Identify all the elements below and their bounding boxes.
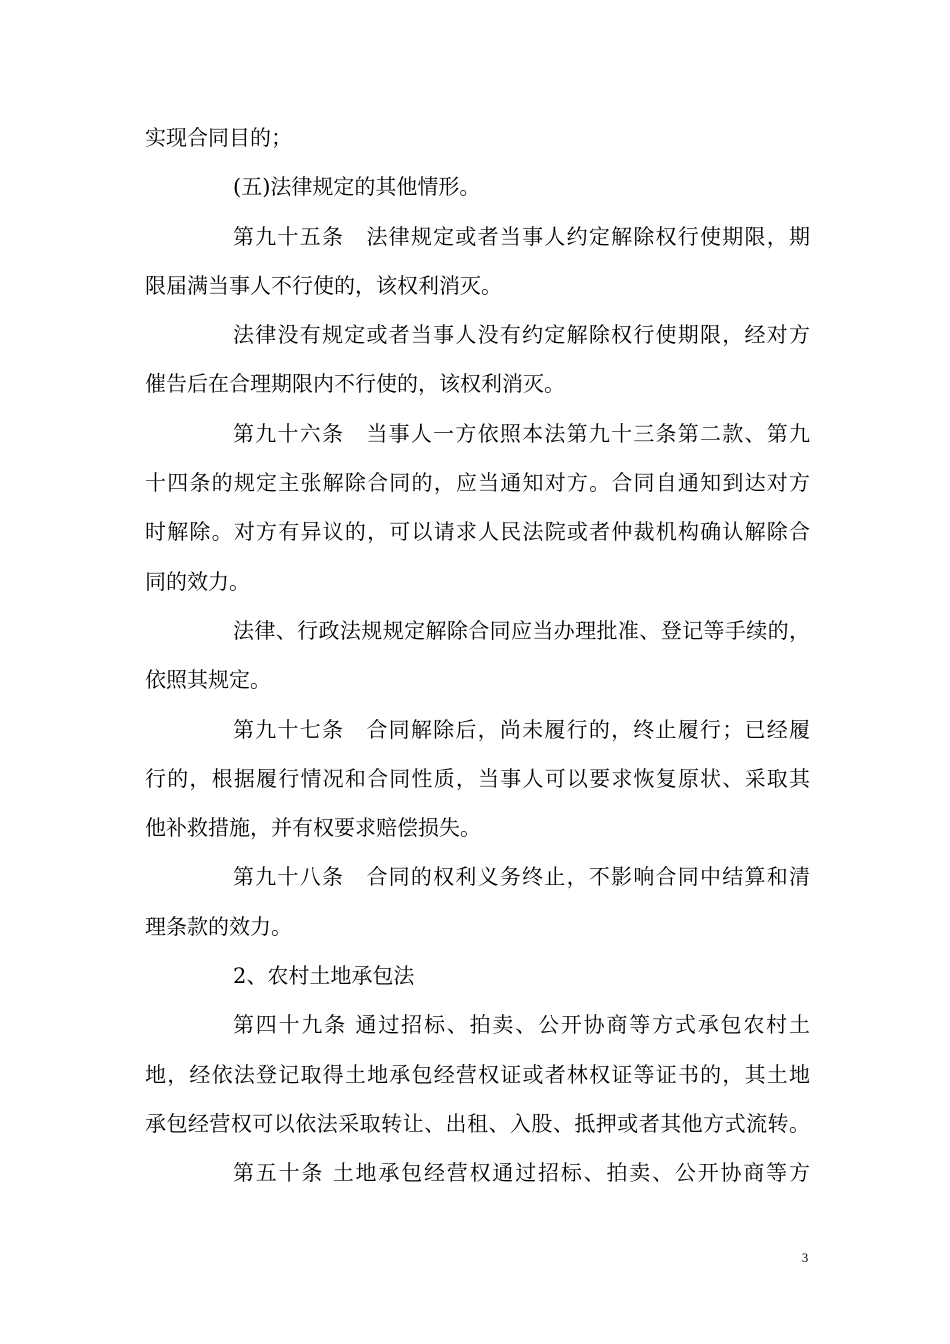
text-line: 第九十六条 当事人一方依照本法第九十三条第二款、第九 — [233, 421, 810, 446]
text-line: 第九十五条 法律规定或者当事人约定解除权行使期限，期 — [233, 224, 810, 249]
text-line: 依照其规定。 — [145, 668, 271, 693]
text-line: 法律没有规定或者当事人没有约定解除权行使期限，经对方 — [233, 323, 810, 348]
text-line: 地，经依法登记取得土地承包经营权证或者林权证等证书的，其土地 — [145, 1062, 810, 1087]
text-line: 第九十七条 合同解除后，尚未履行的，终止履行；已经履 — [233, 717, 810, 742]
text-line: 时解除。对方有异议的，可以请求人民法院或者仲裁机构确认解除合 — [145, 520, 810, 545]
text-line: 催告后在合理期限内不行使的，该权利消灭。 — [145, 372, 565, 397]
text-line: 限届满当事人不行使的，该权利消灭。 — [145, 273, 502, 298]
document-body — [145, 114, 810, 1199]
text-line: 第五十条 土地承包经营权通过招标、拍卖、公开协商等方 — [233, 1161, 810, 1186]
text-line: 行的，根据履行情况和合同性质，当事人可以要求恢复原状、采取其 — [145, 766, 810, 791]
text-line: 承包经营权可以依法采取转让、出租、入股、抵押或者其他方式流转。 — [145, 1111, 810, 1136]
text-line: 2、农村土地承包法 — [233, 964, 415, 989]
text-line: 第四十九条 通过招标、拍卖、公开协商等方式承包农村土 — [233, 1013, 810, 1038]
text-line: 十四条的规定主张解除合同的，应当通知对方。合同自通知到达对方 — [145, 471, 810, 496]
text-line: 实现合同目的； — [145, 126, 292, 150]
page-number: 3 — [801, 1250, 809, 1265]
text-line: 同的效力。 — [145, 569, 250, 594]
text-line: 法律、行政法规规定解除合同应当办理批准、登记等手续的， — [233, 618, 810, 643]
text-line: 理条款的效力。 — [145, 914, 292, 939]
text-line: 第九十八条 合同的权利义务终止，不影响合同中结算和清 — [233, 865, 810, 890]
text-line: (五)法律规定的其他情形。 — [233, 175, 481, 200]
text-line: 他补救措施，并有权要求赔偿损失。 — [145, 816, 481, 841]
